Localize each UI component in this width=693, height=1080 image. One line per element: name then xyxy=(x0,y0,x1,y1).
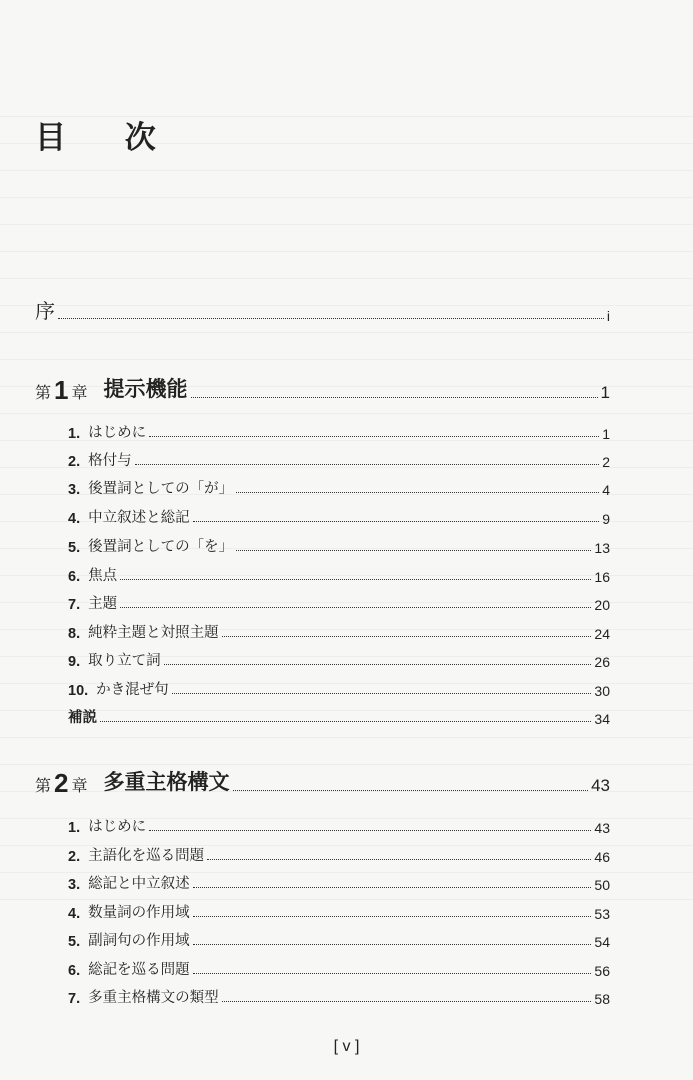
toc-section-1-9[interactable] xyxy=(68,648,610,670)
toc-section-1-supplement[interactable] xyxy=(68,705,610,727)
section-number: 7. xyxy=(68,597,81,613)
toc-section-1-6[interactable] xyxy=(68,563,610,585)
section-page: 43 xyxy=(594,820,610,836)
section-title: かき混ぜ句 xyxy=(96,682,169,698)
section-title: 格付与 xyxy=(88,453,132,469)
dot-leader xyxy=(164,664,592,665)
section-number: 6. xyxy=(68,963,81,979)
section-number: 4. xyxy=(68,511,81,527)
preface-page: i xyxy=(606,308,610,324)
chapter-title: 多重主格構文 xyxy=(103,769,230,794)
section-page: 58 xyxy=(594,991,610,1007)
section-page: 24 xyxy=(594,626,610,642)
dot-leader xyxy=(193,973,592,974)
section-page: 2 xyxy=(602,454,610,470)
section-page: 56 xyxy=(594,963,610,979)
section-number: 2. xyxy=(68,849,81,865)
section-page: 54 xyxy=(594,934,610,950)
section-number: 2. xyxy=(68,454,81,470)
chapter-number: 2 xyxy=(54,768,69,798)
toc-section-2-3[interactable] xyxy=(68,871,610,893)
section-title: 主語化を巡る問題 xyxy=(88,848,205,864)
section-title: 後置詞としての「が」 xyxy=(88,481,234,497)
toc-section-2-7[interactable] xyxy=(68,985,610,1007)
dot-leader xyxy=(58,318,604,319)
dot-leader xyxy=(135,464,600,465)
dot-leader xyxy=(100,721,591,722)
dot-leader xyxy=(191,397,598,398)
chapter-suffix: 章 xyxy=(71,776,88,795)
dot-leader xyxy=(172,693,592,694)
chapter-suffix: 章 xyxy=(71,383,88,402)
dot-leader xyxy=(193,916,592,917)
toc-section-1-1[interactable] xyxy=(68,420,610,442)
toc-section-1-5[interactable] xyxy=(68,534,610,556)
section-number: 3. xyxy=(68,482,81,498)
toc-section-1-10[interactable] xyxy=(68,677,610,699)
section-page: 50 xyxy=(594,877,610,893)
toc-chapter-1[interactable] xyxy=(35,371,610,403)
dot-leader xyxy=(207,859,591,860)
section-page: 13 xyxy=(594,540,610,556)
dot-leader xyxy=(120,607,591,608)
page-title: 目 次 xyxy=(35,120,180,156)
section-title: はじめに xyxy=(88,425,147,441)
section-title: 中立叙述と総記 xyxy=(88,510,190,526)
section-title: 純粋主題と対照主題 xyxy=(88,625,219,641)
toc-section-2-1[interactable] xyxy=(68,814,610,836)
section-page: 53 xyxy=(594,906,610,922)
section-title: 副詞句の作用域 xyxy=(88,933,190,949)
toc-entry-preface[interactable] xyxy=(35,296,610,324)
section-title: 取り立て詞 xyxy=(88,653,161,669)
preface-label: 序 xyxy=(35,299,55,323)
section-number: 10. xyxy=(68,683,89,699)
section-page: 16 xyxy=(594,569,610,585)
section-number: 1. xyxy=(68,820,81,836)
page-number-footer: [ v ] xyxy=(333,1038,360,1055)
dot-leader xyxy=(236,550,591,551)
section-title: 補説 xyxy=(68,710,97,726)
section-title: 主題 xyxy=(88,596,118,612)
dot-leader xyxy=(193,944,592,945)
section-title: 総記を巡る問題 xyxy=(88,962,190,978)
section-title: はじめに xyxy=(88,819,147,835)
toc-section-1-7[interactable] xyxy=(68,591,610,613)
section-number: 3. xyxy=(68,877,81,893)
section-title: 総記と中立叙述 xyxy=(88,876,190,892)
dot-leader xyxy=(233,790,589,791)
toc-section-2-6[interactable] xyxy=(68,957,610,979)
section-number: 1. xyxy=(68,426,81,442)
section-number: 9. xyxy=(68,654,81,670)
toc-section-1-2[interactable] xyxy=(68,448,610,470)
section-title: 焦点 xyxy=(88,568,118,584)
toc-section-1-8[interactable] xyxy=(68,620,610,642)
toc-section-1-3[interactable] xyxy=(68,476,610,498)
section-page: 9 xyxy=(602,511,610,527)
dot-leader xyxy=(236,492,599,493)
dot-leader xyxy=(149,436,599,437)
section-number: 6. xyxy=(68,569,81,585)
toc-section-2-4[interactable] xyxy=(68,900,610,922)
toc-section-2-5[interactable] xyxy=(68,928,610,950)
section-number: 7. xyxy=(68,991,81,1007)
section-page: 46 xyxy=(594,849,610,865)
section-page: 4 xyxy=(602,482,610,498)
section-page: 1 xyxy=(602,426,610,442)
section-number: 8. xyxy=(68,626,81,642)
section-title: 数量詞の作用域 xyxy=(88,905,190,921)
dot-leader xyxy=(193,887,592,888)
section-title: 多重主格構文の類型 xyxy=(88,990,219,1006)
dot-leader xyxy=(149,830,591,831)
section-title: 後置詞としての「を」 xyxy=(88,539,234,555)
chapter-title: 提示機能 xyxy=(103,376,188,401)
section-page: 20 xyxy=(594,597,610,613)
dot-leader xyxy=(222,636,592,637)
dot-leader xyxy=(222,1001,592,1002)
section-page: 30 xyxy=(594,683,610,699)
chapter-prefix: 第 xyxy=(35,383,52,402)
section-page: 26 xyxy=(594,654,610,670)
dot-leader xyxy=(120,579,591,580)
toc-section-1-4[interactable] xyxy=(68,505,610,527)
dot-leader xyxy=(193,521,600,522)
chapter-page: 43 xyxy=(591,776,610,795)
toc-section-2-2[interactable] xyxy=(68,843,610,865)
section-number: 5. xyxy=(68,934,81,950)
chapter-number: 1 xyxy=(54,375,69,405)
toc-chapter-2[interactable] xyxy=(35,764,610,796)
section-page: 34 xyxy=(594,711,610,727)
section-number: 4. xyxy=(68,906,81,922)
section-number: 5. xyxy=(68,540,81,556)
chapter-prefix: 第 xyxy=(35,776,52,795)
chapter-page: 1 xyxy=(600,383,610,402)
